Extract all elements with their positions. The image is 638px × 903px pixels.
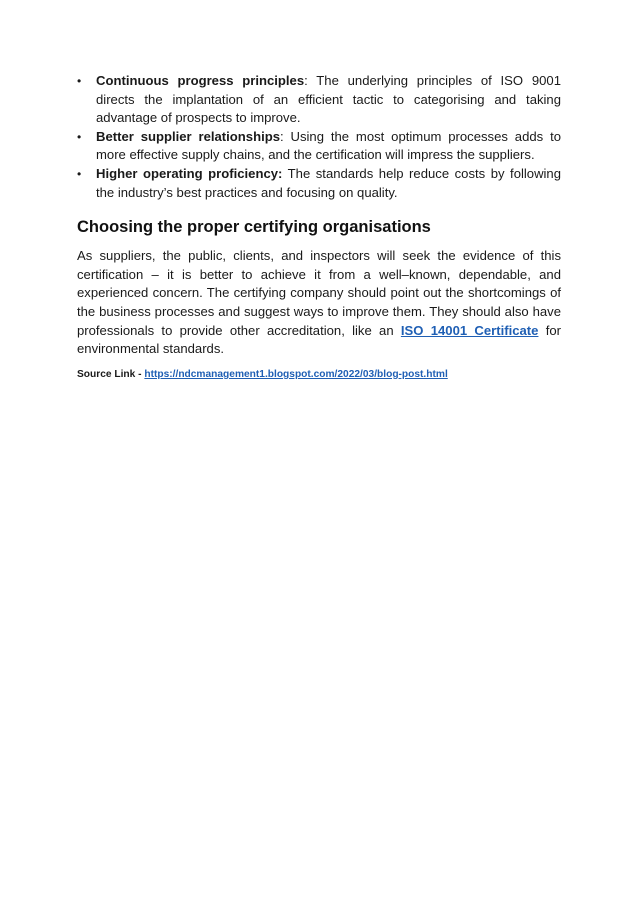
bullet-term: Continuous progress principles bbox=[96, 73, 305, 88]
source-label: Source Link - bbox=[77, 368, 145, 380]
document-page bbox=[77, 72, 561, 382]
list-item bbox=[77, 165, 561, 202]
bullet-separator: : bbox=[304, 73, 308, 88]
bullet-separator: : bbox=[280, 128, 284, 144]
section-heading: Choosing the proper certifying organisations bbox=[77, 218, 431, 237]
list-item bbox=[77, 72, 561, 128]
paragraph-text-end: for environmental standards. bbox=[77, 322, 562, 357]
bullet-text: The standards help reduce costs by following the industry’s best practices and focusing on quality. bbox=[96, 165, 561, 200]
bullet-term: Better supplier relationships bbox=[96, 128, 280, 144]
bullet-text: Using the most optimum processes adds to more effective supply chains, and the certification will impress the suppliers. bbox=[96, 128, 561, 163]
bullet-icon: • bbox=[77, 74, 82, 88]
paragraph-text: As suppliers, the public, clients, and inspectors will seek the evidence of this certification – it is better to achieve it from a well–known, dependable, and experienced concern. The certifying company should point out the shortcomings of the business processes and suggest ways to improve them. They should also have professionals to provide other accreditation, like an bbox=[77, 248, 561, 338]
source-line bbox=[77, 368, 561, 382]
benefits-list bbox=[77, 72, 561, 202]
bullet-icon: • bbox=[77, 166, 82, 181]
source-link[interactable]: https://ndcmanagement1.blogspot.com/2022/03/blog-post.html bbox=[144, 368, 448, 380]
list-item bbox=[77, 128, 561, 165]
iso-14001-certificate-link[interactable]: ISO 14001 Certificate bbox=[400, 322, 539, 338]
body-paragraph bbox=[77, 247, 561, 359]
bullet-icon: • bbox=[77, 129, 82, 144]
bullet-term: Higher operating proficiency: bbox=[96, 165, 283, 181]
bullet-text: The underlying principles of ISO 9001 directs the implantation of an efficient tactic to categorising and taking advantage of prospects to improve. bbox=[96, 73, 561, 126]
